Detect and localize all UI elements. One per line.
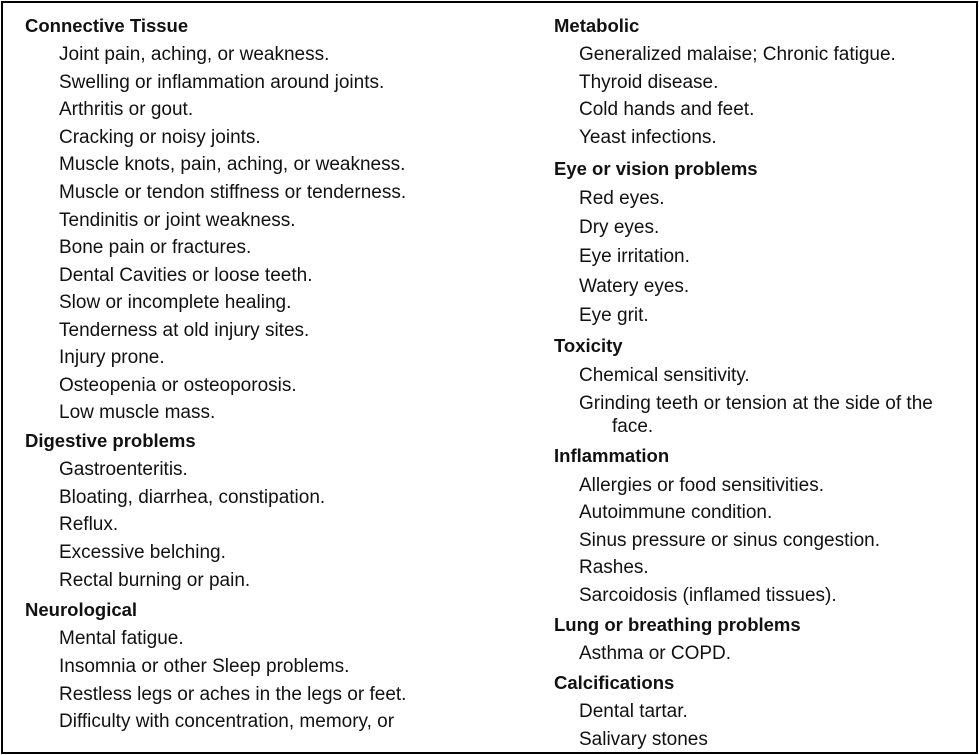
list-item: Salivary stones [579,729,708,750]
section-heading-toxicity: Toxicity [554,335,623,356]
list-item: Mental fatigue. [59,628,184,649]
section-heading-connective-tissue: Connective Tissue [25,15,189,36]
list-item: Watery eyes. [579,276,690,297]
list-item: Eye irritation. [579,246,690,267]
list-item: Gastroenteritis. [59,459,188,480]
list-item: Muscle knots, pain, aching, or weakness. [59,154,406,175]
list-item: Injury prone. [59,347,165,368]
list-item: Rashes. [579,557,649,578]
list-item: Eye grit. [579,305,649,326]
section-heading-lung-breathing: Lung or breathing problems [554,614,801,635]
list-item: Dental Cavities or loose teeth. [59,265,313,286]
list-item: Dental tartar. [579,701,688,722]
list-item: Yeast infections. [579,127,717,148]
list-item: Grinding teeth or tension at the side of the [579,393,933,414]
list-item: Swelling or inflammation around joints. [59,72,385,93]
list-item: Reflux. [59,514,119,535]
list-item: Low muscle mass. [59,402,216,423]
section-heading-calcifications: Calcifications [554,672,675,693]
list-item: Chemical sensitivity. [579,365,750,386]
list-item: Slow or incomplete healing. [59,292,292,313]
list-item: Bone pain or fractures. [59,237,252,258]
list-item: Bloating, diarrhea, constipation. [59,487,326,508]
list-item: Tendinitis or joint weakness. [59,210,296,231]
section-heading-neurological: Neurological [25,599,138,620]
list-item: Muscle or tendon stiffness or tenderness. [59,182,407,203]
list-item: Excessive belching. [59,542,226,563]
list-item: Arthritis or gout. [59,99,194,120]
list-item-continuation: face. [612,416,654,437]
list-item: Rectal burning or pain. [59,570,251,591]
section-heading-digestive: Digestive problems [25,430,196,451]
list-item: Autoimmune condition. [579,502,773,523]
list-item: Osteopenia or osteoporosis. [59,375,297,396]
clipped-line [563,725,863,750]
list-item: Difficulty with concentration, memory, or [59,711,395,732]
section-heading-eye-vision: Eye or vision problems [554,158,758,179]
list-item: Cold hands and feet. [579,99,755,120]
list-item: Sarcoidosis (inflamed tissues). [579,585,837,606]
section-heading-metabolic: Metabolic [554,15,640,36]
section-heading-inflammation: Inflammation [554,445,670,466]
list-item: Sinus pressure or sinus congestion. [579,530,880,551]
list-item: Cracking or noisy joints. [59,127,261,148]
list-item: Restless legs or aches in the legs or feet. [59,684,407,705]
list-item: Insomnia or other Sleep problems. [59,656,350,677]
document-page [1,1,978,754]
list-item: Dry eyes. [579,217,660,238]
list-item: Joint pain, aching, or weakness. [59,44,330,65]
list-item: Allergies or food sensitivities. [579,475,824,496]
list-item: Asthma or COPD. [579,643,732,664]
list-item: Tenderness at old injury sites. [59,320,310,341]
list-item: Generalized malaise; Chronic fatigue. [579,44,896,65]
list-item: Red eyes. [579,188,665,209]
list-item: Thyroid disease. [579,72,719,93]
